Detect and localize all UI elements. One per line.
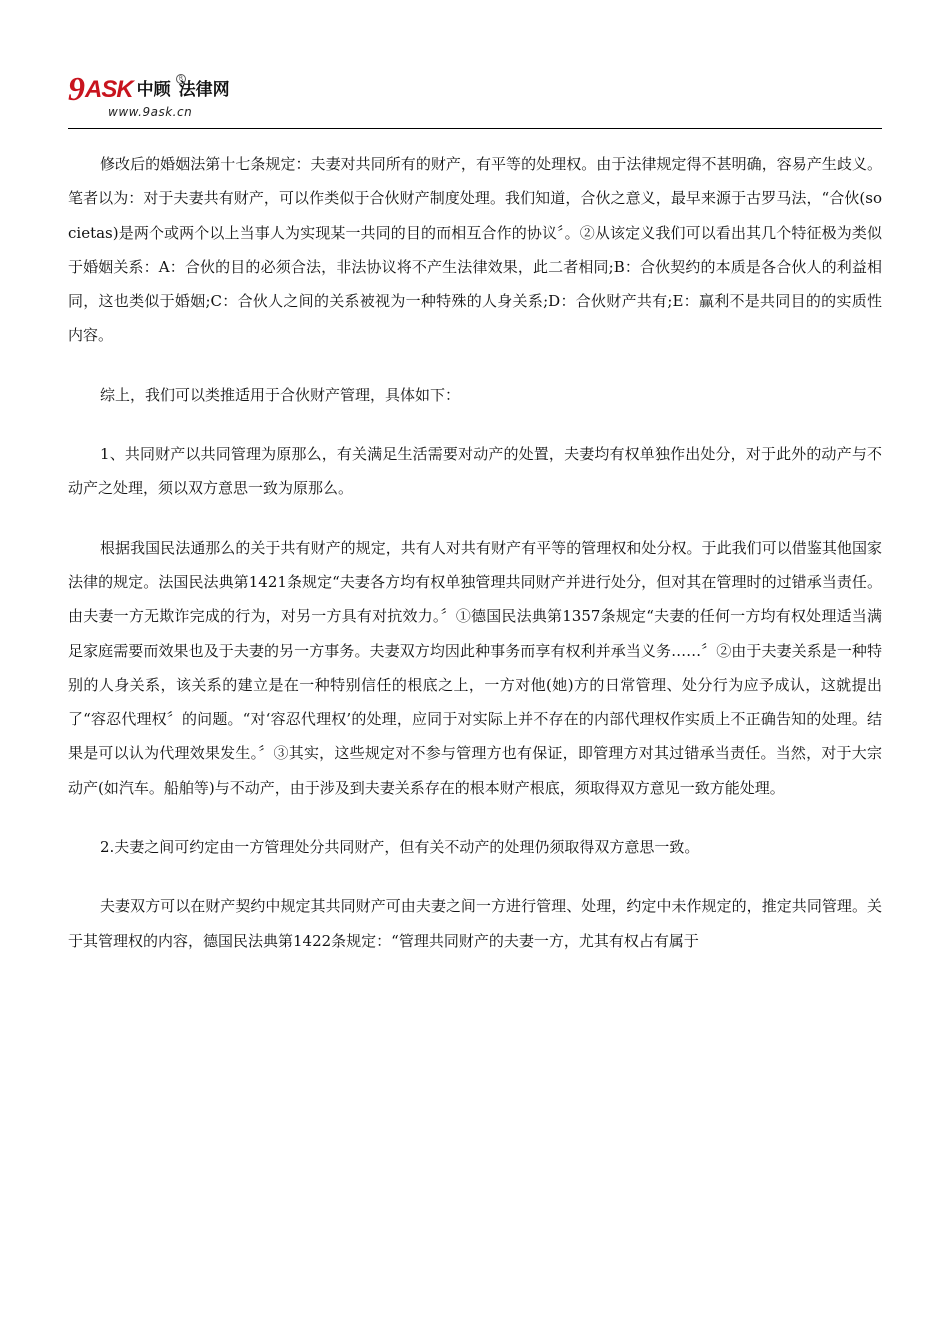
paragraph: 2.夫妻之间可约定由一方管理处分共同财产，但有关不动产的处理仍须取得双方意思一致。 bbox=[100, 838, 700, 857]
logo-url: www.9ask.cn bbox=[108, 105, 193, 119]
paragraph: 夫妻双方可以在财产契约中规定其共同财产可由夫妻之间一方进行管理、处理，约定中未作规定的，推定共同管理。关于其管理权的内容，德国民法典第1422条规定：“管理共同财产的夫妻一方，尤其有权占有属于 bbox=[68, 897, 882, 950]
paragraph: 1、共同财产以共同管理为原那么，有关满足生活需要对动产的处置，夫妻均有权单独作出处分，对于此外的动产与不动产之处理，须以双方意思一致为原那么。 bbox=[68, 445, 882, 498]
header-divider bbox=[68, 128, 882, 129]
paragraph: 综上，我们可以类推适用于合伙财产管理，具体如下： bbox=[100, 385, 461, 404]
logo-cn-suffix: 法律网 bbox=[178, 80, 230, 100]
article-body bbox=[68, 147, 882, 983]
logo-wordmark bbox=[68, 71, 230, 108]
logo-cn-name: 中顾 bbox=[136, 80, 171, 100]
logo-mark: 9 bbox=[68, 71, 85, 108]
registered-mark-icon: R bbox=[176, 74, 186, 84]
site-logo[interactable] bbox=[68, 71, 268, 124]
paragraph: 根据我国民法通那么的关于共有财产的规定，共有人对共有财产有平等的管理权和处分权。于此我们可以借鉴其他国家法律的规定。法国民法典第1421条规定“夫妻各方均有权单独管理共同财产并进行处分，但对其在管理时的过错承当责任。由夫妻一方无欺诈完成的行为，对另一方具有对抗效力。〞①德国民法典第1357条规定“夫妻的任何一方均有权处理适当满足家庭需要而效果也及于夫妻的另一方事务。夫妻双方均因此种事务而享有权利并承当义务……〞②由于夫妻关系是一种特别的人身关系，该关系的建立是在一种特别信任的根底之上，一方对他(她)方的日常管理、处分行为应予成认，这就提出了“容忍代理权〞的问题。“对‘容忍代理权’的处理，应同于对实际上并不存在的内部代理权作实质上不正确告知的处理。结果是可以认为代理效果发生。〞③其实，这些规定对不参与管理方也有保证，即管理方对其过错承当责任。当然，对于大宗动产(如汽车。船舶等)与不动产，由于涉及到夫妻关系存在的根本财产根底，须取得双方意见一致方能处理。 bbox=[68, 538, 882, 797]
logo-brand: ASK bbox=[85, 76, 133, 103]
paragraph: 修改后的婚姻法第十七条规定：夫妻对共同所有的财产，有平等的处理权。由于法律规定得不甚明确，容易产生歧义。笔者以为：对于夫妻共有财产，可以作类似于合伙财产制度处理。我们知道，合伙之意义，最早来源于古罗马法，“合伙(societas)是两个或两个以上当事人为实现某一共同的目的而相互合作的协议〞。②从该定义我们可以看出其几个特征极为类似于婚姻关系：A：合伙的目的必须合法，非法协议将不产生法律效果，此二者相同;B：合伙契约的本质是各合伙人的利益相同，这也类似于婚姻;C：合伙人之间的关系被视为一种特殊的人身关系;D：合伙财产共有;E：赢利不是共同目的的实质性内容。 bbox=[68, 155, 882, 345]
